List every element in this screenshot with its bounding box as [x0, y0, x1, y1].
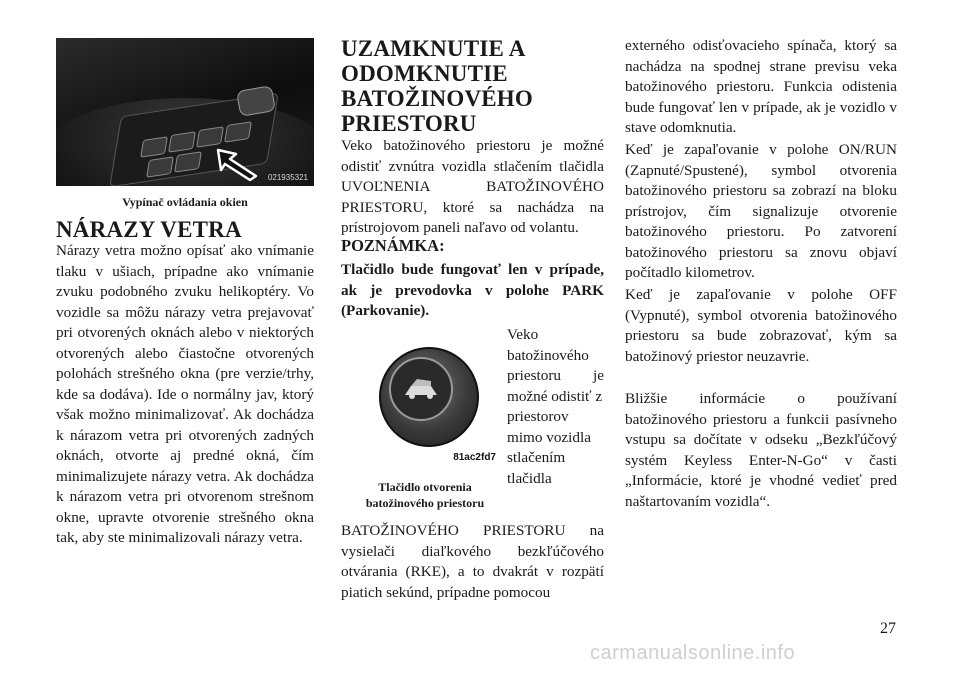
paragraph: Bližšie informácie o používaní batožinového priestoru a funkcii pasívneho vstupu sa dočítate v odseku „Bezkľúčový systém Keyless Enter-N-Go“ v časti „Informácie, ktoré je vhodné vedieť pred naštartovaním vozidla“. [625, 390, 897, 510]
figure-code: 81ac2fd7 [453, 452, 496, 463]
window-switch-photo [56, 38, 314, 186]
figure-caption: Vypínač ovládania okien [122, 195, 248, 209]
watermark: carmanualsonline.info [590, 642, 796, 664]
trunk-button-image [371, 337, 498, 471]
paragraph: Keď je zapaľovanie v polohe ON/RUN (Zapnuté/Spustené), symbol otvorenia batožinového priestoru sa zobrazí na bloku prístrojov, čím signalizuje otvorenie batožinového priestoru. Po zatvorení batožinového priestoru sa znovu objaví počítadlo kilometrov. [625, 141, 897, 281]
caption-line: Tlačidlo otvorenia [378, 480, 472, 494]
side-line: Veko [507, 326, 539, 343]
side-line: priestorov [507, 408, 569, 425]
side-line: mimo vozidla [507, 428, 591, 446]
paragraph: externého odisťovacieho spínača, ktorý sa nachádza na spodnej strane previsu veka batožinového priestoru. Funkcia odistenia bude fungovať len v prípade, ak je vozidlo v stave odomknutia. [625, 37, 897, 136]
paragraph: Keď je zapaľovanie v polohe OFF (Vypnuté), symbol otvorenia batožinového priestoru sa bude zobrazovať, kým sa batožinový priestor neuzavrie. [625, 286, 897, 365]
trunk-open-icon [401, 377, 441, 401]
heading-line: BATOŽINOVÉHO [341, 86, 533, 111]
heading-line: ODOMKNUTIE [341, 61, 508, 86]
side-line: možné odistiť z [507, 387, 603, 405]
note-label: POZNÁMKA: [341, 236, 445, 255]
figure-caption [350, 479, 500, 511]
heading-line: PRIESTORU [341, 111, 477, 136]
side-line: batožinového [507, 346, 589, 364]
side-line: priestoru je [507, 367, 604, 384]
figure-side-text [507, 325, 604, 489]
side-line: stlačením [507, 449, 566, 466]
caption-line: batožinového priestoru [365, 496, 485, 510]
section-body: Nárazy vetra možno opísať ako vnímanie tlaku v ušiach, prípadne ako vnímanie zvuku podobného zvuku helikoptéry. Vo vozidle sa môžu nárazy vetra prejavovať pri otvorených oknách alebo v niektorých otvorených alebo čiastočne otvorených polohách strešného okna (pre verzie/trhy, kde sa dodáva). Ide o normálny jav, ktorý však možno minimalizovať. Ak dochádza k nárazom vetra pri otvorených zadných oknách, otvorte aj predné okná, čím minimalizujete nárazy vetra. Ak dochádza k nárazom vetra pri otvorenom strešnom okne, upravte otvorenie strešného okna tak, aby ste minimalizovali nárazy vetra. [56, 242, 314, 546]
pointer-arrow-icon [214, 146, 260, 182]
section-heading [341, 36, 604, 136]
section-heading: NÁRAZY VETRA [56, 217, 242, 242]
heading-line: UZAMKNUTIE A [341, 36, 526, 61]
page-number: 27 [880, 620, 896, 637]
figure-code: 021935321 [267, 173, 308, 182]
section-continuation: BATOŽINOVÉHO PRIESTORU na vysielači diaľkového bezkľúčového otvárania (RKE), a to dvakrát v rozpätí piatich sekúnd, prípadne pomocou [341, 522, 604, 601]
note-text: Tlačidlo bude fungovať len v prípade, ak je prevodovka v polohe PARK (Parkovanie). [341, 261, 604, 319]
side-line: tlačidla [507, 469, 552, 487]
section-intro: Veko batožinového priestoru je možné odistiť zvnútra vozidla stlačením tlačidla UVOĽNENIA BATOŽINOVÉHO PRIESTORU, ktoré sa nachádza na prístrojovom paneli naľavo od volantu. [341, 137, 604, 236]
